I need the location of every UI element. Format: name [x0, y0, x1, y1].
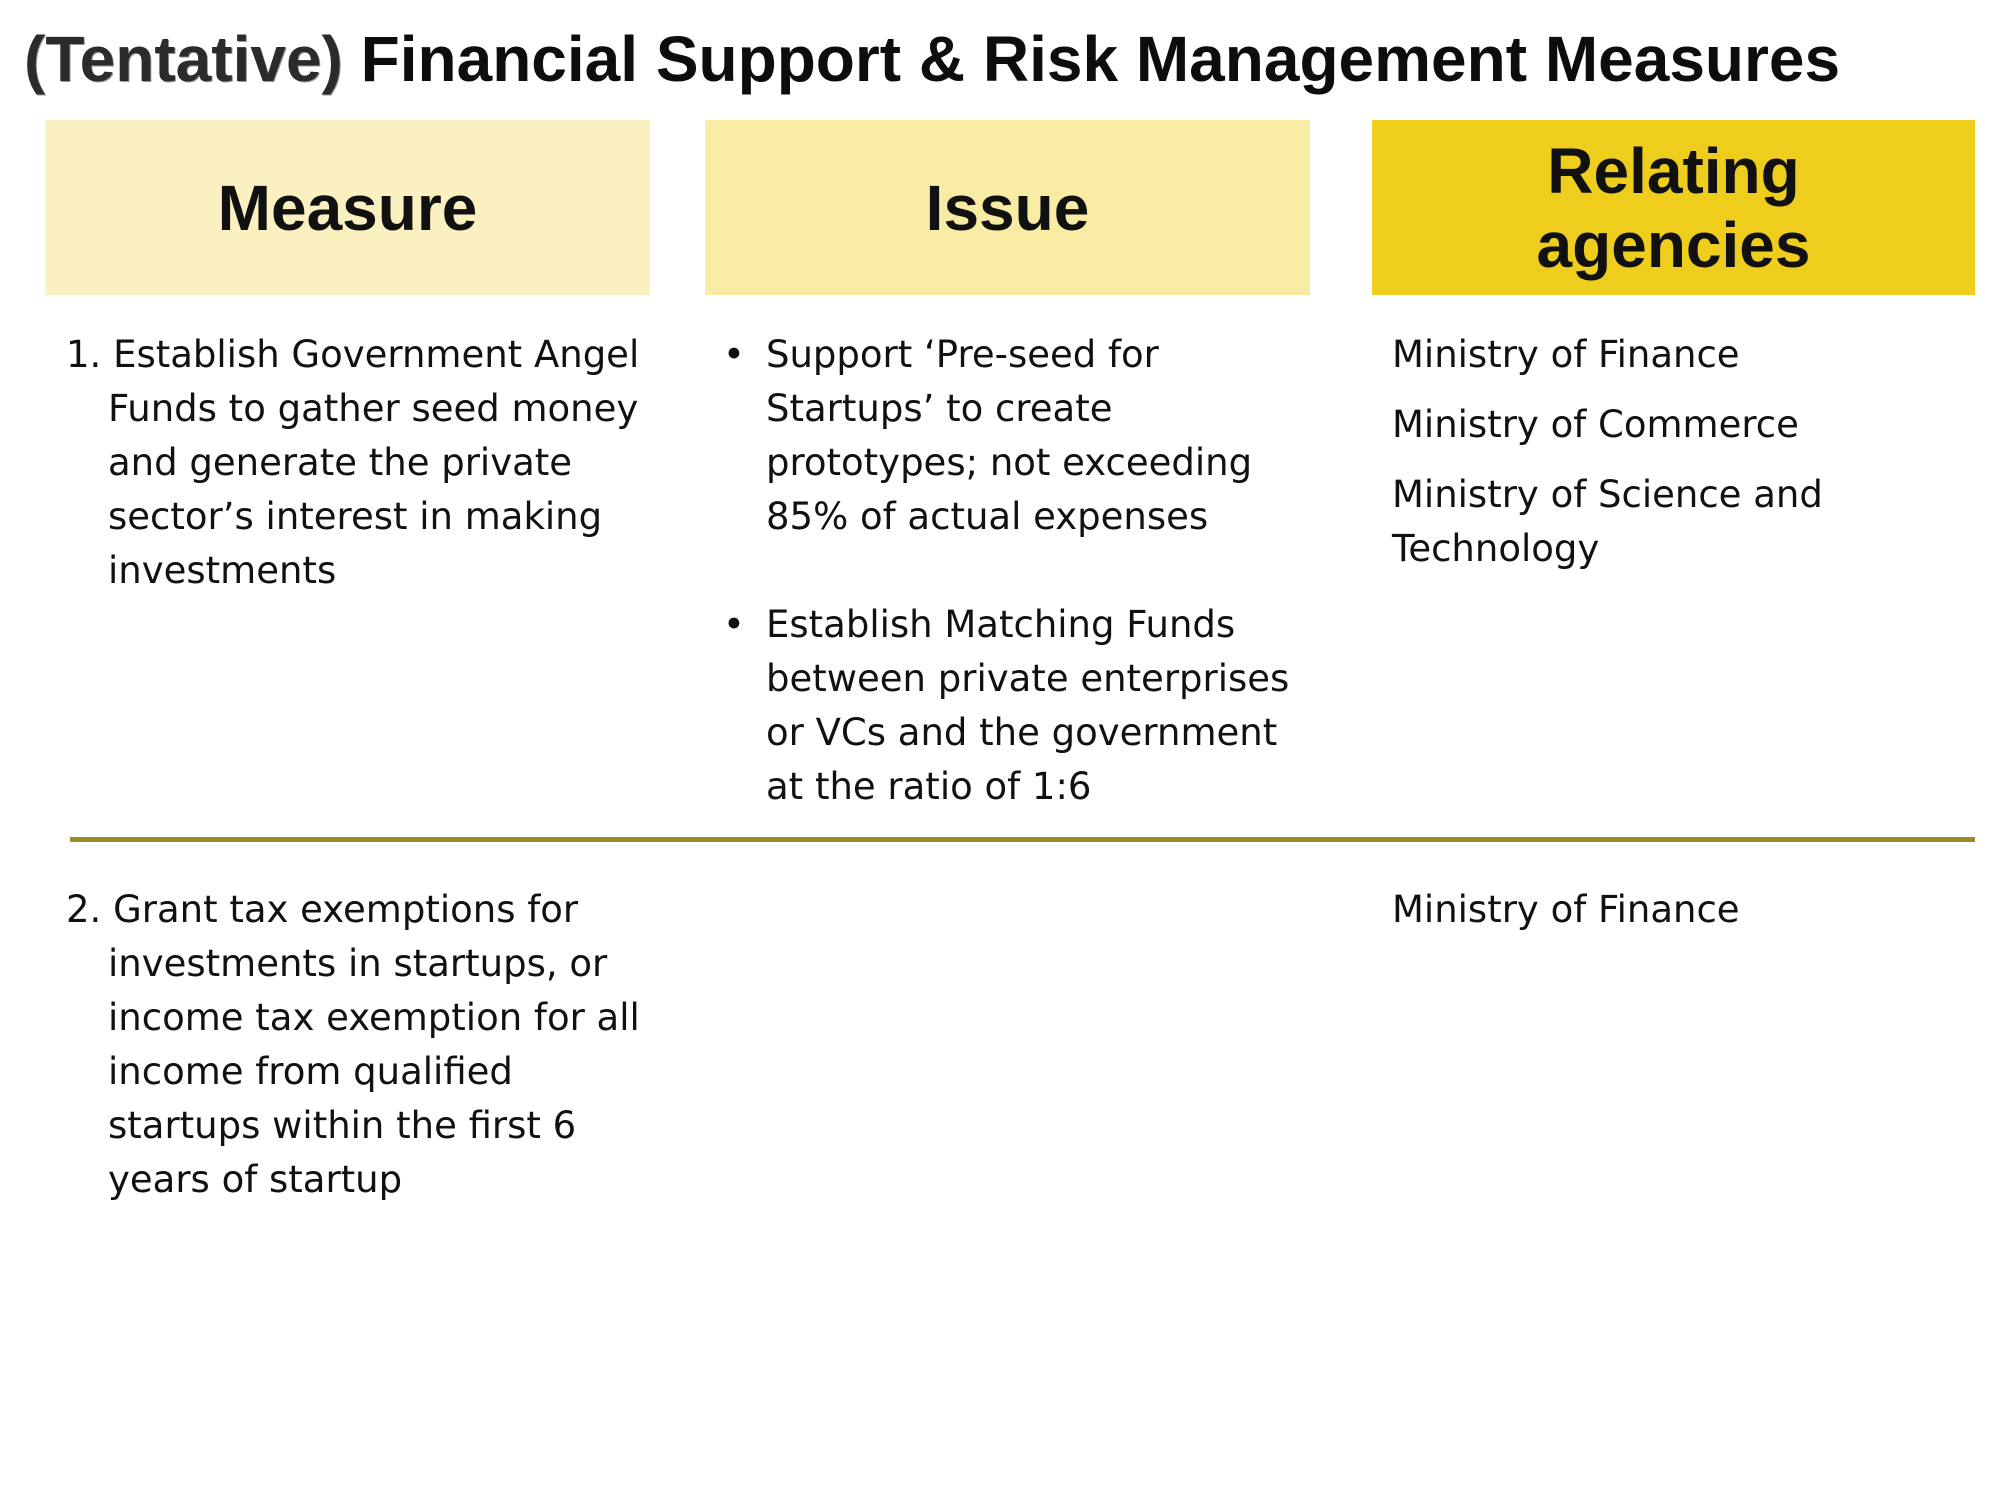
row-2-measure: 2. Grant tax exemptions for investments in startups, or income tax exemption for all income from qualified startups within the first 6 years of startup — [66, 888, 640, 1201]
row-1-issue-item — [718, 328, 1318, 544]
column-header-agencies-label: Relating agencies — [1536, 134, 1811, 281]
column-header-measure — [45, 120, 650, 295]
row-1-issue-text: Establish Matching Funds between private enterprises or VCs and the government at the ratio of 1:6 — [766, 603, 1290, 808]
row-1-agency: Ministry of Science and Technology — [1392, 473, 1823, 570]
row-1-issue-item — [718, 598, 1318, 814]
title-main: Financial Support & Risk Management Measures — [342, 23, 1841, 95]
column-header-measure-label: Measure — [217, 171, 478, 244]
column-header-issue — [705, 120, 1310, 295]
column-header-agencies — [1372, 120, 1975, 295]
bullet-icon: • — [723, 603, 745, 646]
bullet-icon: • — [723, 333, 745, 376]
column-header-issue-label: Issue — [925, 171, 1090, 244]
row-divider — [70, 837, 1975, 842]
page-title — [24, 14, 1984, 104]
row-2-agency-list — [1392, 883, 1992, 953]
row-1-agency: Ministry of Finance — [1392, 333, 1740, 376]
row-1-issue-list — [718, 328, 1318, 868]
row-1-agency-list — [1392, 328, 1992, 592]
row-1-measure: 1. Establish Government Angel Funds to gather seed money and generate the private sector’s interest in making investments — [66, 333, 640, 592]
title-prefix: (Tentative) — [24, 23, 343, 95]
row-1-agency: Ministry of Commerce — [1392, 403, 1799, 446]
row-2-agency: Ministry of Finance — [1392, 888, 1740, 931]
row-1-issue-text: Support ‘Pre-seed for Startups’ to create prototypes; not exceeding 85% of actual expenses — [766, 333, 1253, 538]
